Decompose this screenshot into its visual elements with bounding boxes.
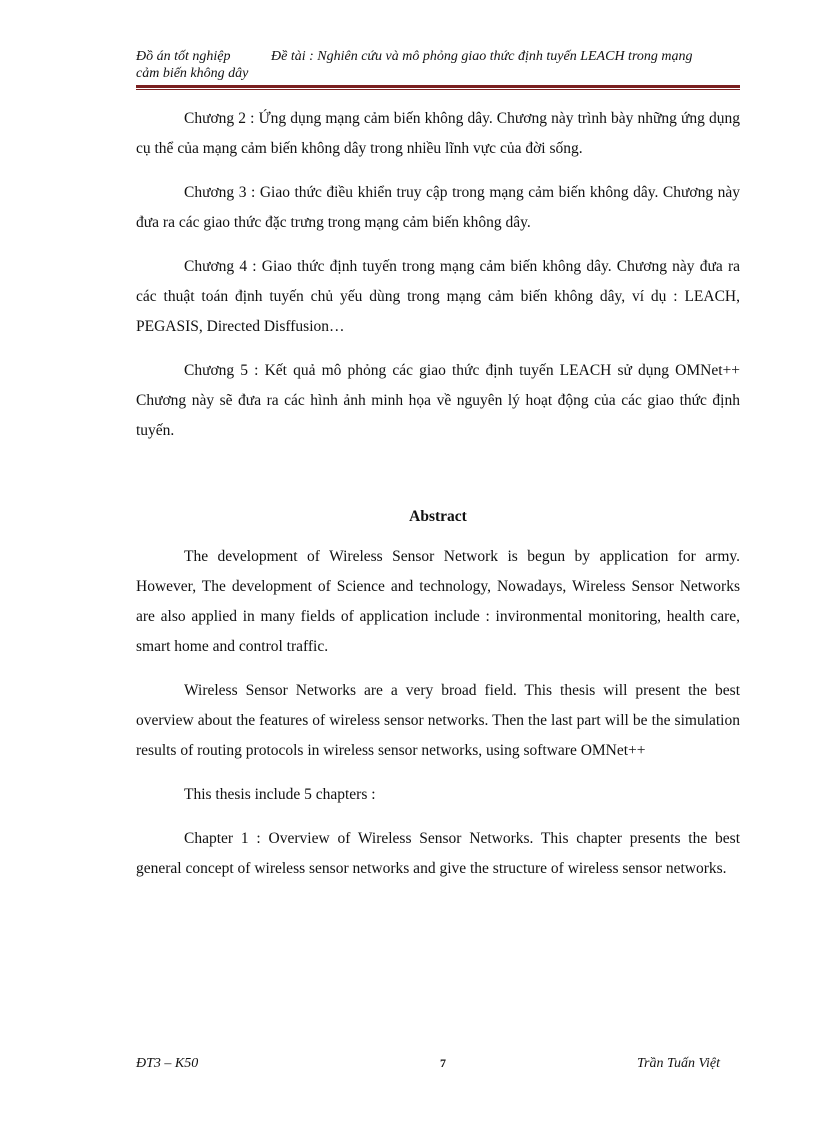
page-footer [136,1056,740,1076]
header-rule-thick [136,85,740,88]
chapter-3-paragraph: Chương 3 : Giao thức điều khiển truy cập trong mạng cảm biến không dây. Chương này đưa ra các giao thức đặc trưng trong mạng cảm biến không dây. [136,184,740,231]
chapter-2-paragraph: Chương 2 : Ứng dụng mạng cảm biến không dây. Chương này trình bày những ứng dụng cụ thể của mạng cảm biến không dây trong nhiều lĩnh vực của đời sống. [136,110,740,157]
footer-class: ĐT3 – K50 [136,1056,199,1071]
abstract-paragraph-4: Chapter 1 : Overview of Wireless Sensor Networks. This chapter presents the best general concept of wireless sensor networks and give the structure of wireless sensor networks. [136,830,740,877]
abstract-paragraph-3: This thesis include 5 chapters : [184,786,376,803]
header-topic-continued: cảm biến không dây [136,66,249,81]
header-topic: Đề tài : Nghiên cứu và mô phỏng giao thức định tuyến LEACH trong mạng [271,49,693,64]
header-rule-thin [136,89,740,90]
abstract-heading: Abstract [409,508,467,525]
page-number: 7 [440,1056,446,1070]
chapter-4-paragraph: Chương 4 : Giao thức định tuyến trong mạng cảm biến không dây. Chương này đưa ra các thuật toán định tuyến chủ yếu dùng trong mạng cảm biến không dây, ví dụ : LEACH, PEGASIS, Directed Disffusion… [136,258,740,335]
page-body [136,104,740,898]
abstract-paragraph-1: The development of Wireless Sensor Network is begun by application for army. However, The development of Science and technology, Nowadays, Wireless Sensor Networks are also applied in many fields of application include : invironmental monitoring, health care, smart home and control traffic. [136,548,740,655]
chapter-5-paragraph: Chương 5 : Kết quả mô phỏng các giao thức định tuyến LEACH sử dụng OMNet++ Chương này sẽ đưa ra các hình ảnh minh họa về nguyên lý hoạt động của các giao thức định tuyến. [136,362,740,439]
footer-author: Trần Tuấn Việt [637,1056,720,1071]
header-thesis-label: Đồ án tốt nghiệp [136,49,231,64]
abstract-paragraph-2: Wireless Sensor Networks are a very broad field. This thesis will present the best overview about the features of wireless sensor networks. Then the last part will be the simulation results of routing protocols in wireless sensor networks, using software OMNet++ [136,682,740,759]
